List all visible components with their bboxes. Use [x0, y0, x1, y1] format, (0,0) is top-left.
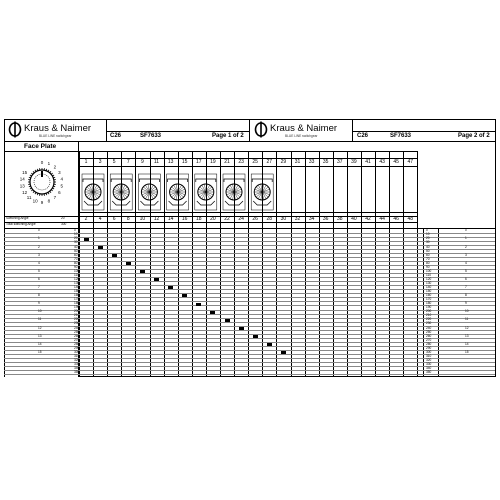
terminal-top-label: 41: [365, 159, 371, 165]
angle-label: 250: [74, 329, 80, 334]
angle-label-right: 40: [426, 244, 430, 249]
angle-label: 90: [74, 264, 78, 269]
angle-label: 190: [74, 305, 80, 310]
terminal-bottom-label: 38: [337, 216, 343, 222]
terminal-bottom-label: 28: [266, 216, 273, 222]
position-label: 13: [38, 333, 42, 338]
terminal-bottom-label: 24: [238, 216, 244, 222]
angle-label-right: 130: [426, 280, 432, 285]
terminal-top-label: 9: [141, 159, 144, 165]
angle-label: 110: [74, 272, 80, 277]
position-number: 7: [53, 195, 57, 201]
dial-tick: [33, 191, 34, 193]
angle-label-right: 280: [426, 341, 432, 346]
closed-contact-mark: [253, 335, 258, 338]
brand-name: Kraus & Naimer: [24, 123, 92, 134]
terminal-top-label: 17: [196, 159, 202, 165]
position-number: 10: [32, 198, 38, 204]
terminal-bottom-label: 30: [280, 216, 287, 222]
position-label-right: 15: [465, 349, 469, 354]
terminal-bottom-label: 42: [365, 216, 371, 222]
grid-line: [79, 376, 496, 377]
terminal-top-label: 29: [280, 159, 287, 165]
terminal-top-label: 15: [181, 159, 188, 165]
dial-tick: [50, 171, 51, 173]
position-label-right: 3: [465, 252, 467, 257]
closed-contact-mark: [267, 343, 272, 346]
angle-label-right: 240: [426, 325, 432, 330]
position-label-right: 6: [465, 276, 467, 281]
position-number: 12: [22, 189, 28, 195]
position-number: 3: [58, 169, 61, 175]
angle-label-right: 120: [426, 276, 432, 281]
closed-contact-mark: [140, 270, 145, 273]
page-number: Page 2 of 2: [458, 133, 490, 139]
dial-tick: [35, 192, 36, 194]
position-label-right: 12: [465, 325, 469, 330]
position-number: 8: [47, 198, 51, 204]
angle-label-right: 160: [426, 293, 432, 298]
cam-contact-bridge: [140, 201, 158, 205]
terminal-top-label: 45: [393, 159, 399, 165]
angle-label: 330: [74, 361, 80, 366]
angle-label-right: 60: [426, 252, 430, 257]
position-label-right: 13: [465, 333, 469, 338]
closed-contact-mark: [168, 286, 173, 289]
closed-contact-mark: [225, 319, 230, 322]
cam-terminal-link: [139, 179, 159, 182]
angle-label-right: 200: [426, 309, 432, 314]
angle-label-right: 110: [426, 272, 432, 277]
closed-contact-mark: [196, 303, 201, 306]
closed-contact-mark: [126, 262, 131, 265]
position-label-right: 4: [465, 260, 467, 265]
position-label-right: 14: [465, 341, 469, 346]
position-label-right: 10: [465, 309, 469, 314]
position-label: 9: [38, 301, 40, 306]
angle-label-right: 270: [426, 337, 432, 342]
closed-contact-mark: [112, 254, 117, 257]
closed-contact-mark: [182, 294, 187, 297]
angle-label: 160: [74, 293, 80, 298]
position-label: 12: [38, 325, 42, 330]
brand-name: Kraus & Naimer: [270, 123, 338, 134]
terminal-bottom-label: 26: [252, 216, 258, 222]
cam-terminal-link: [111, 179, 131, 182]
terminal-top-label: 33: [308, 159, 315, 165]
angle-label: 30: [74, 240, 78, 245]
terminal-top-label: 19: [210, 159, 216, 165]
angle-label: 70: [74, 256, 78, 261]
dial-tick: [51, 173, 53, 174]
position-label-right: 0: [465, 228, 467, 233]
cam-terminal-link: [252, 179, 272, 182]
dial-tick: [35, 170, 36, 172]
position-label-right: 7: [465, 285, 467, 289]
angle-label: 180: [74, 301, 80, 306]
terminal-bottom-label: 44: [379, 216, 385, 222]
position-number: 0: [40, 159, 44, 165]
angle-label: 210: [74, 313, 80, 318]
dial-tick: [51, 190, 53, 191]
terminal-top-label: 39: [351, 159, 357, 165]
dial-tick: [30, 175, 32, 176]
terminal-top-label: 7: [126, 159, 130, 165]
angle-label-right: 10: [426, 232, 430, 237]
terminal-bottom-label: 8: [126, 216, 130, 222]
terminal-top-label: 37: [337, 159, 343, 165]
angle-label: 20: [74, 236, 78, 241]
position-number: 4: [60, 176, 63, 182]
position-label: 0: [38, 228, 40, 233]
angle-label: 270: [74, 337, 80, 342]
switching-angle-label: Switching Angle: [6, 216, 29, 220]
terminal-bottom-label: 36: [322, 216, 329, 222]
angle-label: 60: [74, 252, 78, 257]
position-number: 6: [58, 189, 61, 195]
terminal-top-label: 21: [224, 159, 230, 165]
cam-contact-bridge: [169, 201, 187, 205]
terminal-bottom-label: 6: [112, 216, 116, 222]
page-number: Page 1 of 2: [212, 133, 244, 139]
angle-label-right: 260: [426, 333, 432, 338]
terminal-top-label: 3: [98, 159, 102, 165]
code-label: SF7633: [390, 133, 412, 139]
angle-label-right: 100: [426, 268, 432, 273]
angle-label-right: 90: [426, 264, 430, 269]
angle-label: 40: [74, 244, 78, 249]
face-plate-dial: [4, 152, 78, 212]
closed-contact-mark: [210, 311, 215, 314]
terminal-bottom-label: 12: [153, 216, 160, 222]
terminal-top-label: 35: [322, 159, 329, 165]
terminal-top-label: 5: [112, 159, 116, 165]
position-label-right: 8: [465, 293, 467, 298]
position-label: 1: [38, 236, 40, 241]
angle-label-right: 30: [426, 240, 430, 245]
position-number: 5: [60, 183, 63, 189]
angle-label-right: 70: [426, 256, 430, 261]
cam-contact-bridge: [197, 201, 215, 205]
terminal-bottom-label: 20: [210, 216, 216, 222]
position-label: 4: [38, 260, 40, 265]
position-number: 14: [19, 176, 25, 182]
angle-label-right: 0: [426, 228, 428, 233]
terminal-bottom-label: 4: [98, 216, 102, 222]
terminal-top-label: 23: [238, 159, 244, 165]
model-label: C26: [110, 133, 122, 139]
terminal-bottom-label: 34: [308, 216, 315, 222]
dial-tick: [30, 188, 32, 189]
brand-tagline: BLUE LINE switchgear: [39, 134, 72, 138]
terminal-bottom-label: 48: [407, 216, 414, 222]
kraus-naimer-logo-icon: [8, 121, 22, 138]
angle-label: 100: [74, 268, 80, 273]
row-divider: [4, 374, 495, 375]
position-label: 6: [38, 276, 40, 281]
angle-label-right: 310: [426, 353, 432, 358]
terminal-top-label: 25: [252, 159, 258, 165]
position-number: 9: [40, 199, 44, 205]
position-label: 14: [38, 341, 42, 346]
angle-label: 150: [74, 289, 80, 294]
cam-contact-bridge: [112, 201, 130, 205]
angle-label: 50: [74, 248, 78, 253]
terminal-top-label: 47: [407, 159, 414, 165]
angle-label-right: 300: [426, 349, 432, 354]
position-label: 5: [38, 268, 40, 273]
cam-contact-bridge: [225, 201, 243, 205]
total-switching-angle-value: 300: [61, 222, 67, 226]
position-label-right: 2: [465, 244, 467, 249]
terminal-bottom-label: 2: [84, 216, 88, 222]
dial-pointer: [41, 171, 43, 177]
cam-terminal-link: [196, 179, 216, 182]
terminal-bottom-label: 22: [224, 216, 230, 222]
dial-tick: [48, 192, 49, 194]
cam-contact-bridge: [84, 201, 102, 205]
terminal-bottom-label: 32: [294, 216, 301, 222]
angle-label: 290: [74, 345, 80, 350]
position-label: 3: [38, 252, 40, 257]
angle-label: 310: [74, 353, 80, 358]
terminal-top-label: 27: [266, 159, 273, 165]
dial-tick: [50, 191, 51, 193]
cam-terminal-link: [224, 179, 244, 182]
cam-terminal-link: [83, 179, 103, 182]
angle-label: 350: [74, 370, 80, 375]
angle-label-right: 230: [426, 321, 432, 326]
cam-diagrams: [79, 170, 279, 214]
angle-label-right: 180: [426, 301, 432, 306]
closed-contact-mark: [239, 327, 244, 330]
dial-tick: [52, 188, 54, 189]
angle-label: 140: [74, 285, 80, 289]
cam-terminal-link: [168, 179, 188, 182]
angle-label-right: 190: [426, 305, 432, 310]
terminal-bottom-label: 10: [139, 216, 146, 222]
angle-label-right: 250: [426, 329, 432, 334]
position-label: 7: [38, 285, 40, 289]
angle-label: 120: [74, 276, 80, 281]
angle-label-right: 210: [426, 313, 432, 318]
terminal-bottom-label: 16: [181, 216, 188, 222]
closed-contact-mark: [154, 278, 159, 281]
angle-label: 300: [74, 349, 80, 354]
terminal-top-label: 31: [294, 159, 301, 165]
position-label: 11: [38, 317, 42, 322]
position-label: 8: [38, 293, 40, 298]
brand-tagline: BLUE LINE switchgear: [285, 134, 318, 138]
model-label: C26: [357, 133, 369, 139]
dial-tick: [31, 173, 33, 174]
angle-label-right: 330: [426, 361, 432, 366]
cam-contact-bridge: [253, 201, 271, 205]
dial-tick: [52, 175, 54, 176]
angle-label: 230: [74, 321, 80, 326]
angle-label: 130: [74, 280, 80, 285]
angle-label-right: 50: [426, 248, 430, 253]
angle-label-right: 320: [426, 357, 432, 362]
dial-tick: [33, 171, 34, 173]
angle-label-right: 340: [426, 366, 432, 370]
angle-label: 240: [74, 325, 80, 330]
closed-contact-mark: [98, 246, 103, 249]
position-label-right: 5: [465, 268, 467, 273]
angle-label-right: 350: [426, 370, 432, 375]
switching-angle-value: 20: [61, 216, 65, 220]
closed-contact-mark: [84, 238, 89, 241]
terminal-top-label: 43: [379, 159, 385, 165]
position-label: 2: [38, 244, 40, 249]
position-number: 11: [26, 195, 32, 201]
position-number: 2: [53, 164, 57, 170]
total-switching-angle-label: Total switching Angle: [6, 222, 36, 226]
angle-label: 340: [74, 366, 80, 370]
position-number: 13: [19, 183, 25, 189]
dial-tick: [48, 170, 49, 172]
face-plate-title: Face Plate: [24, 143, 57, 150]
position-number: 15: [22, 169, 28, 175]
angle-label-right: 150: [426, 289, 432, 294]
angle-label: 260: [74, 333, 80, 338]
angle-label: 220: [74, 317, 80, 322]
terminal-bottom-label: 14: [167, 216, 174, 222]
terminal-top-label: 13: [167, 159, 174, 165]
angle-label-right: 220: [426, 317, 432, 322]
angle-label-right: 170: [426, 297, 432, 302]
terminal-top-label: 1: [84, 159, 88, 165]
angle-label: 80: [74, 260, 78, 265]
angle-label-right: 20: [426, 236, 430, 241]
terminal-bottom-label: 46: [393, 216, 399, 222]
angle-label: 200: [74, 309, 80, 314]
position-label-right: 11: [465, 317, 469, 322]
terminal-top-label: 11: [153, 159, 160, 165]
position-label-right: 9: [465, 301, 467, 306]
dial-tick: [31, 190, 33, 191]
position-label-right: 1: [465, 236, 467, 241]
closed-contact-mark: [281, 351, 286, 354]
angle-label-right: 290: [426, 345, 432, 350]
angle-label: 170: [74, 297, 80, 302]
angle-label: 10: [74, 232, 78, 237]
terminal-bottom-label: 40: [351, 216, 357, 222]
terminal-bottom-label: 18: [196, 216, 202, 222]
position-label: 10: [38, 309, 42, 314]
code-label: SF7633: [140, 133, 162, 139]
angle-label-right: 140: [426, 285, 432, 289]
kraus-naimer-logo-icon: [254, 121, 268, 138]
angle-label-right: 80: [426, 260, 430, 265]
position-label: 15: [38, 349, 42, 354]
angle-label: 320: [74, 357, 80, 362]
angle-label: 0: [74, 228, 76, 233]
angle-label: 280: [74, 341, 80, 346]
position-number: 1: [47, 161, 51, 167]
